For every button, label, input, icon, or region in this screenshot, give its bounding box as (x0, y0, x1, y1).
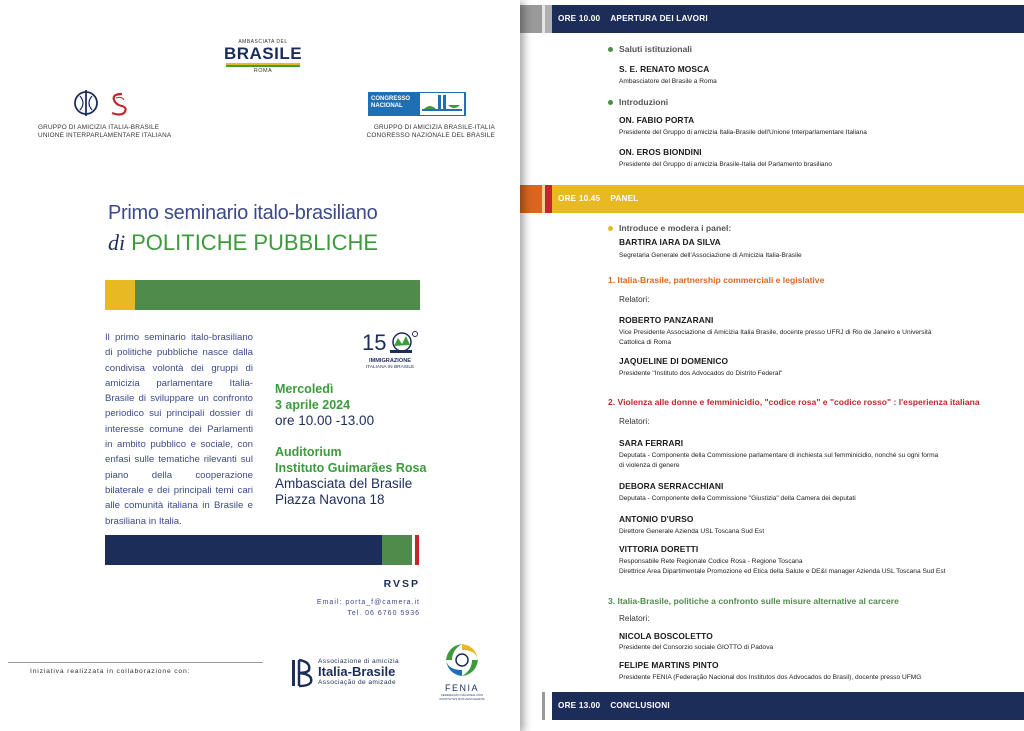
band-apertura (520, 5, 1024, 33)
band3-text (558, 692, 670, 720)
panel1-speaker1-role2: Cattolica di Roma (619, 339, 672, 346)
panel2-speaker4-role2: Direttrice Area Dipartimentale Promozione ed Etica della Salute e DE&I manager Azienda USL Toscana Sud Est (619, 568, 946, 575)
intro-paragraph: Il primo seminario italo-brasiliano di politiche pubbliche nasce dalla condivisa volontà dei gruppi di amicizia parlamentare Italia-Brasile di sviluppare un confronto periodico sui principali dossier di interesse comune dei Parlamenti in ambito pubblico e sociale, con enfasi sulle tematiche rilevanti sul piano della cooperazione bilaterale e dei principali temi cari alle comunità italiana in Brasile e brasiliana in Italia. (105, 332, 253, 527)
event-details (275, 382, 445, 508)
moderator-role: Segretaria Generale dell'Associazione di Amicizia Italia-Brasile (619, 252, 802, 259)
colorbar-bottom-green (382, 535, 412, 565)
congress-building-icon (420, 93, 464, 115)
group-left-line1: GRUPPO DI AMICIZIA ITALIA-BRASILE (38, 124, 160, 131)
event-place2: Piazza Navona 18 (275, 492, 385, 507)
immigration-badge (360, 328, 420, 376)
saluti-name: S. E. RENATO MOSCA (619, 64, 710, 74)
colorbar-top-green (135, 280, 420, 310)
intro-speaker1-name: ON. FABIO PORTA (619, 115, 695, 125)
band-conclusioni (520, 692, 1024, 720)
collab-text: Iniziativa realizzata in collaborazione con: (30, 668, 191, 675)
collab-rule (8, 662, 263, 663)
band3-white2 (545, 692, 552, 720)
panel1-relatori: Relatori: (619, 295, 650, 304)
band-panel (520, 185, 1024, 213)
panel2-speaker2-name: DEBORA SERRACCHIANI (619, 481, 724, 491)
congresso-nacional-logo-text: CONGRESSO NACIONAL (371, 96, 411, 109)
assoc-logo-text (318, 658, 428, 686)
congresso-nacional-logo (368, 92, 466, 116)
panel3-title: 3. Italia-Brasile, politiche a confronto sulle misure alternative al carcere (608, 596, 899, 606)
event-venue1: Auditorium (275, 445, 342, 459)
panel3-speaker1-name: NICOLA BOSCOLETTO (619, 631, 713, 641)
rvsp-label: RVSP (383, 578, 420, 590)
group-right-line1: GRUPPO DI AMICIZIA BRASILE-ITALIA (373, 124, 495, 131)
event-place1: Ambasciata del Brasile (275, 476, 413, 491)
panel1-speaker2-name: JAQUELINE DI DOMENICO (619, 356, 729, 366)
moderator-bullet-icon (608, 226, 613, 231)
event-venue2: Instituto Guimarães Rosa (275, 460, 427, 475)
svg-text:15: 15 (362, 330, 387, 355)
fenia-logo-icon (442, 640, 482, 682)
band1-label: APERTURA DEI LAVORI (610, 14, 708, 23)
assoc-line1: Associazione di amicizia (318, 658, 400, 665)
title-di: di (108, 230, 126, 255)
band2-orange (520, 185, 542, 213)
event-time: ore 10.00 -13.00 (275, 413, 375, 428)
moderator-heading: Introduce e modera i panel: (619, 223, 732, 233)
panel2-speaker4-role1: Responsabile Rete Regionale Codice Rosa - Regione Toscana (619, 558, 803, 565)
band3-label: CONCLUSIONI (610, 701, 670, 710)
panel2-relatori: Relatori: (619, 417, 650, 426)
contact-block (290, 597, 420, 619)
group-right-line2: CONGRESSO NAZIONALE DEL BRASILE (366, 132, 495, 139)
intro-speaker1-role: Presidente del Gruppo di amicizia Italia-Brasile dell'Unione Interparlamentare Italiana (619, 129, 867, 136)
150-badge-icon (360, 328, 420, 358)
panel2-speaker2-role1: Deputata - Componente della Commissione "Giustizia" della Camera dei deputati (619, 495, 856, 502)
saluti-bullet-icon (608, 47, 613, 52)
panel1-speaker2-role1: Presidente "Instituto dos Advocados do Distrito Federal" (619, 370, 783, 377)
band2-label: PANEL (610, 194, 639, 203)
interparliamentary-union-logo-icon (70, 86, 134, 120)
colorbar-bottom-red (415, 535, 419, 565)
panel3-speaker2-role1: Presidente FENIA (Federação Nacional dos Institutos dos Advocados do Brasil), docente presso UFMG (619, 674, 922, 681)
panel2-speaker1-role1: Deputata - Componente della Commissione parlamentare di inchiesta sul femminicidio, nonché su ogni forma (619, 452, 939, 459)
band3-time: ORE 13.00 (558, 701, 601, 710)
group-right-caption (345, 124, 495, 140)
intro-bullet-icon (608, 100, 613, 105)
title-line2-wrap (108, 230, 438, 256)
embassy-logo-main: BRASILE (223, 44, 303, 63)
colorbar-top-gold (105, 280, 135, 310)
introduzioni-heading: Introduzioni (619, 97, 669, 107)
panel2-speaker4-name: VITTORIA DORETTI (619, 544, 699, 554)
saluti-role: Ambasciatore del Brasile a Roma (619, 78, 717, 85)
badge-line1: IMMIGRAZIONE (369, 358, 411, 364)
band2-red (545, 185, 552, 213)
embassy-logo-city: ROMA (253, 68, 273, 74)
group-left-line2: UNIONE INTERPARLAMENTARE ITALIANA (38, 132, 172, 139)
band3-white (520, 692, 542, 720)
assoc-monogram-icon (289, 658, 315, 688)
panel3-speaker1-role1: Presidente del Consorzio sociale GIOTTO di Padova (619, 644, 774, 651)
intro-speaker2-role: Presidente del Gruppo di amicizia Brasile-Italia del Parlamento brasiliano (619, 161, 832, 168)
panel2-title: 2. Violenza alle donne e femminicidio, "codice rosa" e "codice rosso" : l'esperienza italiana (608, 397, 980, 407)
panel2-speaker1-role2: di violenza di genere (619, 462, 680, 469)
band1-grey (520, 5, 542, 33)
title-line1: Primo seminario italo-brasiliano (108, 202, 378, 224)
contact-tel[interactable]: Tel. 06 6760 5936 (347, 610, 420, 617)
intro-speaker2-name: ON. EROS BIONDINI (619, 147, 702, 157)
band1-text (558, 5, 708, 33)
panel3-speaker2-name: FELIPE MARTINS PINTO (619, 660, 719, 670)
band1-grey2 (545, 5, 552, 33)
saluti-heading: Saluti istituzionali (619, 44, 693, 54)
group-left-caption (38, 124, 178, 140)
event-date: 3 aprile 2024 (275, 397, 351, 412)
panel1-speaker1-role1: Vice Presidente Associazione di Amicizia Italia Brasile, docente presso UFRJ di Rio de Janeiro e Università (619, 329, 932, 336)
panel2-speaker1-name: SARA FERRARI (619, 438, 684, 448)
event-day: Mercoledì (275, 382, 334, 396)
assoc-line3: Associação de amizade (318, 679, 397, 686)
band1-time: ORE 10.00 (558, 14, 601, 23)
band2-time: ORE 10.45 (558, 194, 601, 203)
colorbar-bottom-navy (105, 535, 382, 565)
badge-line2: ITALIANA IN BRASILE (365, 365, 415, 370)
fenia-sub: FEDERAÇÃO NACIONAL DOS INSTITUTOS DOS ADVOGADOS (439, 693, 485, 701)
title-line2: POLITICHE PUBBLICHE (131, 230, 379, 255)
panel3-relatori: Relatori: (619, 614, 650, 623)
moderator-name: BARTIRA IARA DA SILVA (619, 237, 721, 247)
assoc-main: Italia-Brasile (318, 664, 396, 679)
embassy-logo-stripe-green (226, 65, 300, 67)
program-page (520, 0, 1024, 731)
panel1-title: 1. Italia-Brasile, partnership commerciali e legislative (608, 275, 825, 285)
band2-text (558, 185, 638, 213)
panel2-speaker3-name: ANTONIO D'URSO (619, 514, 694, 524)
contact-email[interactable]: Email: porta_f@camera.it (316, 599, 420, 606)
panel1-speaker1-name: ROBERTO PANZARANI (619, 315, 714, 325)
embassy-logo-sub: AMBASCIATA DEL (238, 39, 288, 45)
fenia-main: FENIA (444, 683, 479, 693)
panel2-speaker3-role1: Direttore Generale Azienda USL Toscana Sud Est (619, 528, 765, 535)
